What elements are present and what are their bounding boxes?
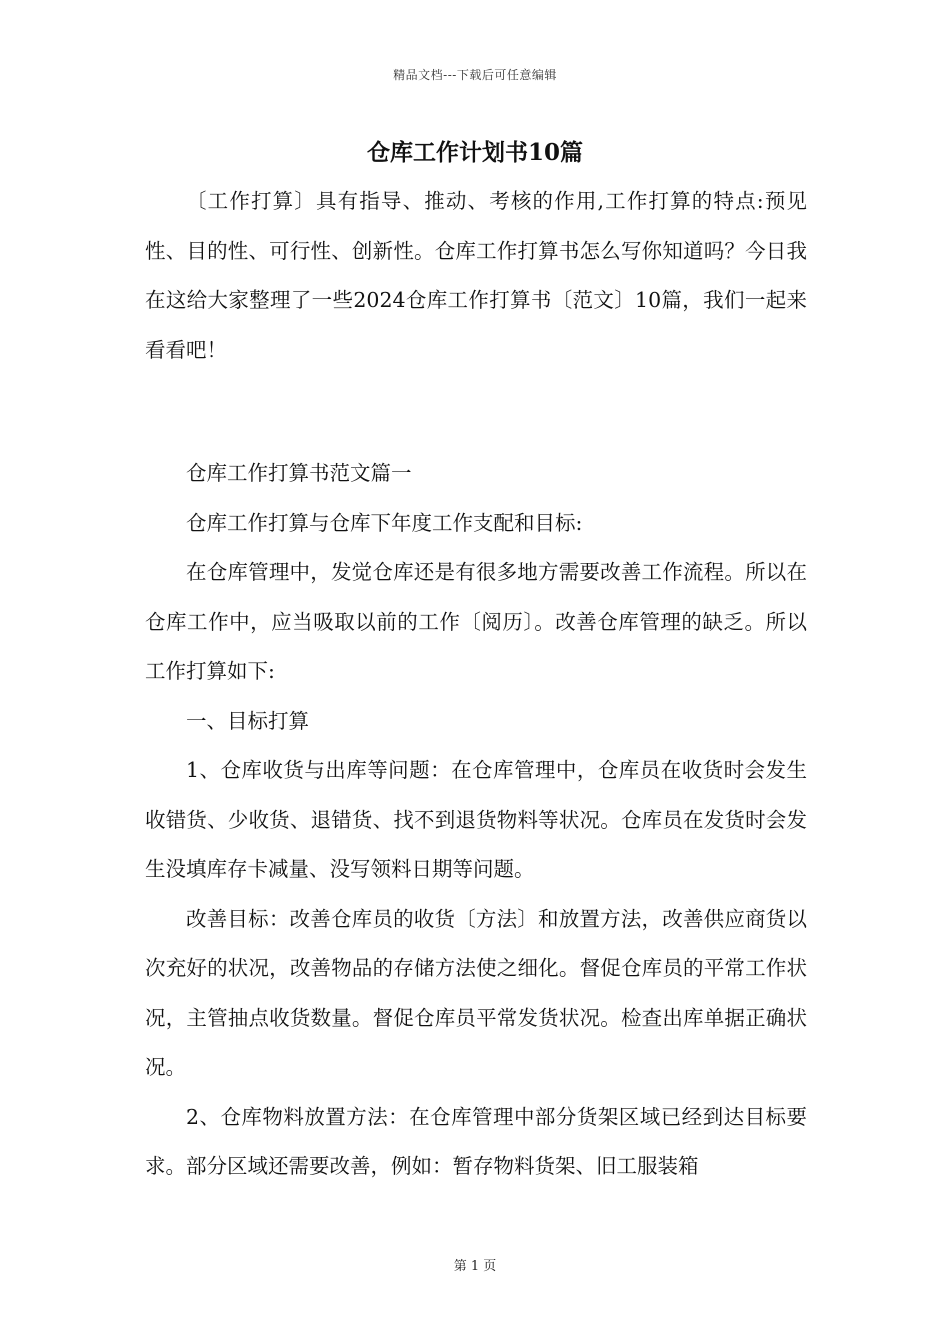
section-heading-goals: 一、目标打算 [186, 708, 309, 733]
section-heading: 仓库工作打算书范文篇一 [186, 461, 412, 485]
intro-paragraph: 〔工作打算〕具有指导、推动、考核的作用,工作打算的特点:预见性、目的性、可行性、创新性。仓库工作打算书怎么写你知道吗？今日我在这给大家整理了一些2024仓库工作打算书〔范文〕10篇，我们一起来看看吧！ [145, 189, 807, 362]
content-block [145, 449, 807, 1192]
page-header: 精品文档---下载后可任意编辑 [393, 68, 557, 82]
paragraph: 在仓库管理中，发觉仓库还是有很多地方需要改善工作流程。所以在仓库工作中，应当吸取以前的工作〔阅历〕。改善仓库管理的缺乏。所以工作打算如下: [145, 560, 807, 683]
subheading: 仓库工作打算与仓库下年度工作支配和目标: [186, 510, 583, 535]
paragraph: 改善目标：改善仓库员的收货〔方法〕和放置方法，改善供应商货以次充好的状况，改善物品的存储方法使之细化。督促仓库员的平常工作状况，主管抽点收货数量。督促仓库员平常发货状况。检查出库单据正确状况。 [145, 906, 807, 1079]
paragraph: 1、仓库收货与出库等问题：在仓库管理中，仓库员在收货时会发生收错货、少收货、退错货、找不到退货物料等状况。仓库员在发货时会发生没填库存卡减量、没写领料日期等问题。 [145, 758, 807, 881]
paragraph: 2、仓库物料放置方法：在仓库管理中部分货架区域已经到达目标要求。部分区域还需要改善，例如：暂存物料货架、旧工服装箱 [145, 1104, 807, 1178]
document-title: 仓库工作计划书10篇 [366, 139, 583, 166]
page-footer: 第 1 页 [453, 1259, 497, 1274]
intro-block [145, 177, 807, 375]
